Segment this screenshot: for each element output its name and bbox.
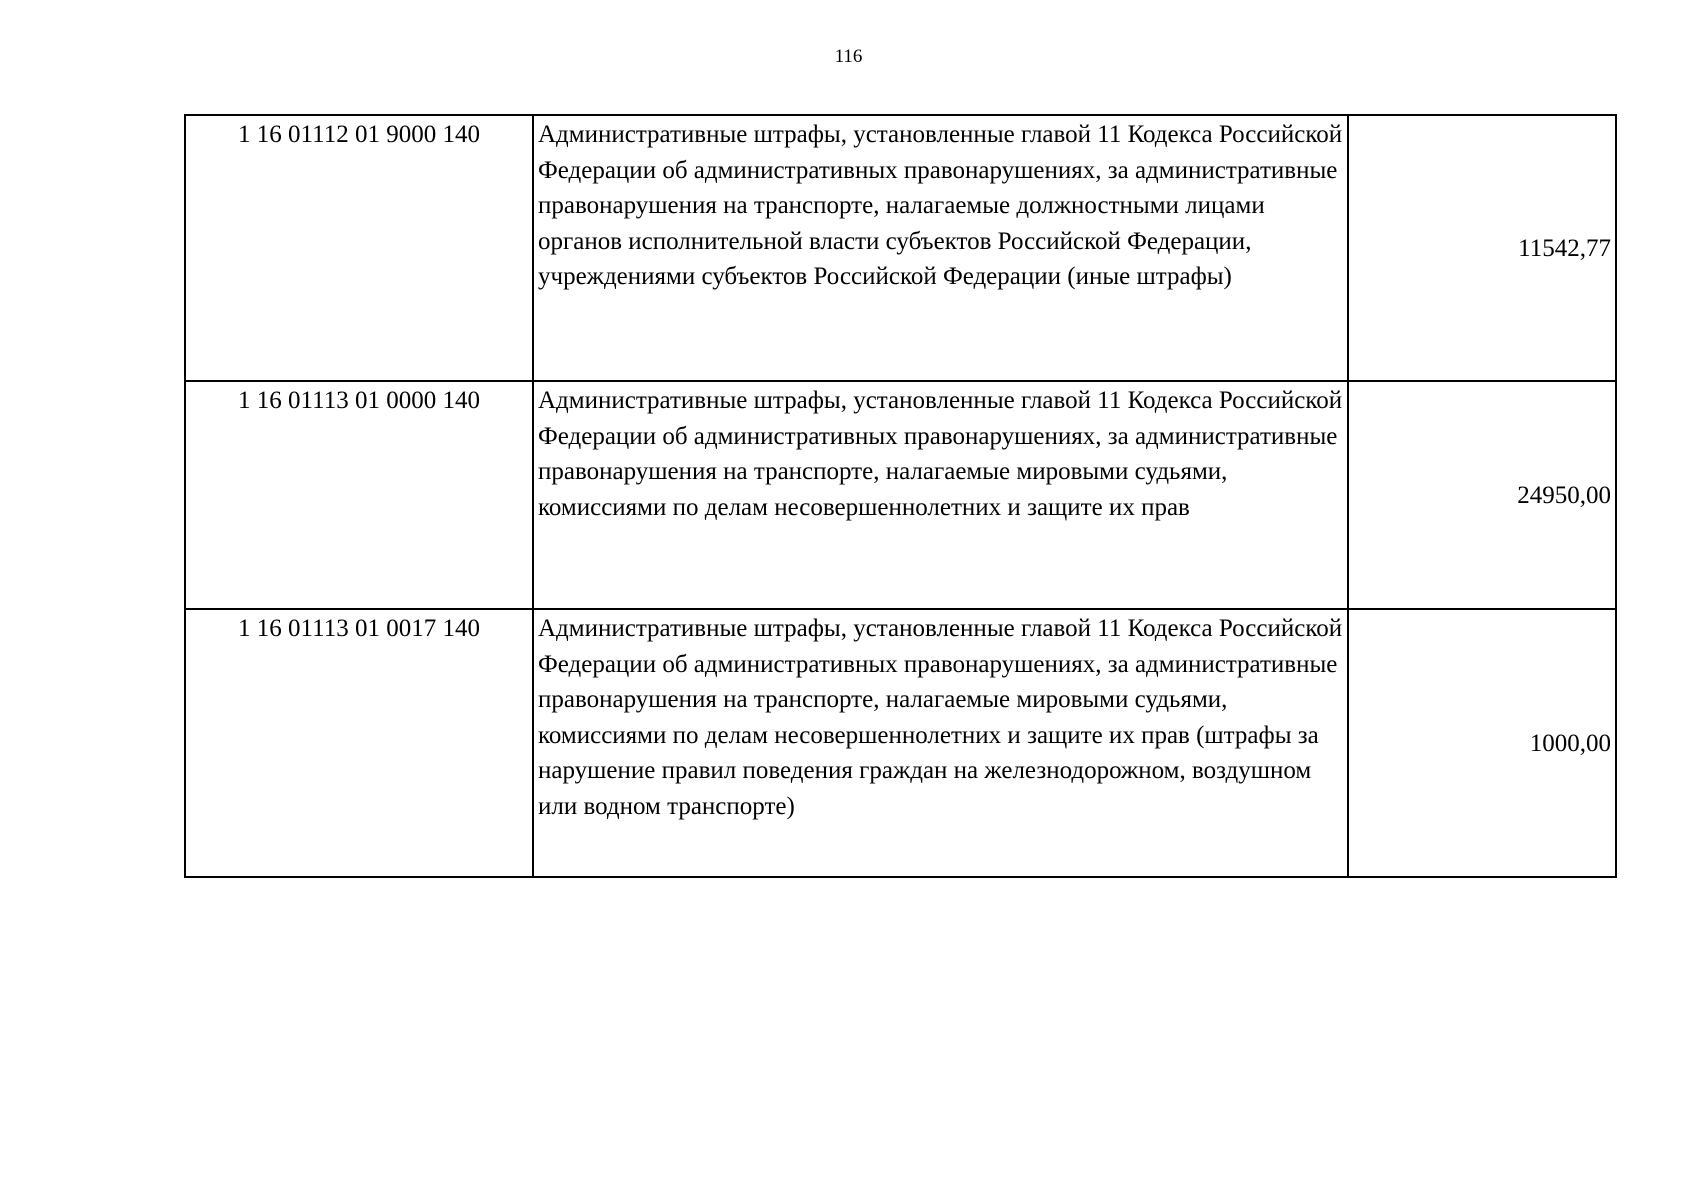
revenue-description: Административные штрафы, установленные главой 11 Кодекса Российской Федерации об административных правонарушениях, за административные правонарушения на транспорте, налагаемые мировыми судьями, комиссиями по делам несовершеннолетних и защите их прав [533, 381, 1348, 609]
table-row [185, 381, 1616, 609]
budget-classification-code: 1 16 01112 01 9000 140 [185, 115, 533, 381]
amount-value: 11542,77 [1348, 115, 1616, 381]
amount-value: 24950,00 [1348, 381, 1616, 609]
budget-revenue-table [184, 114, 1617, 878]
table-row [185, 609, 1616, 877]
budget-classification-code: 1 16 01113 01 0017 140 [185, 609, 533, 877]
page-number: 116 [834, 46, 863, 67]
revenue-description: Административные штрафы, установленные главой 11 Кодекса Российской Федерации об административных правонарушениях, за административные правонарушения на транспорте, налагаемые мировыми судьями, комиссиями по делам несовершеннолетних и защите их прав (штрафы за нарушение правил поведения граждан на железнодорожном, воздушном или водном транспорте) [533, 609, 1348, 877]
table-row [185, 115, 1616, 381]
amount-value: 1000,00 [1348, 609, 1616, 877]
budget-classification-code: 1 16 01113 01 0000 140 [185, 381, 533, 609]
revenue-description: Административные штрафы, установленные главой 11 Кодекса Российской Федерации об административных правонарушениях, за административные правонарушения на транспорте, налагаемые должностными лицами органов исполнительной власти субъектов Российской Федерации, учреждениями субъектов Российской Федерации (иные штрафы) [533, 115, 1348, 381]
